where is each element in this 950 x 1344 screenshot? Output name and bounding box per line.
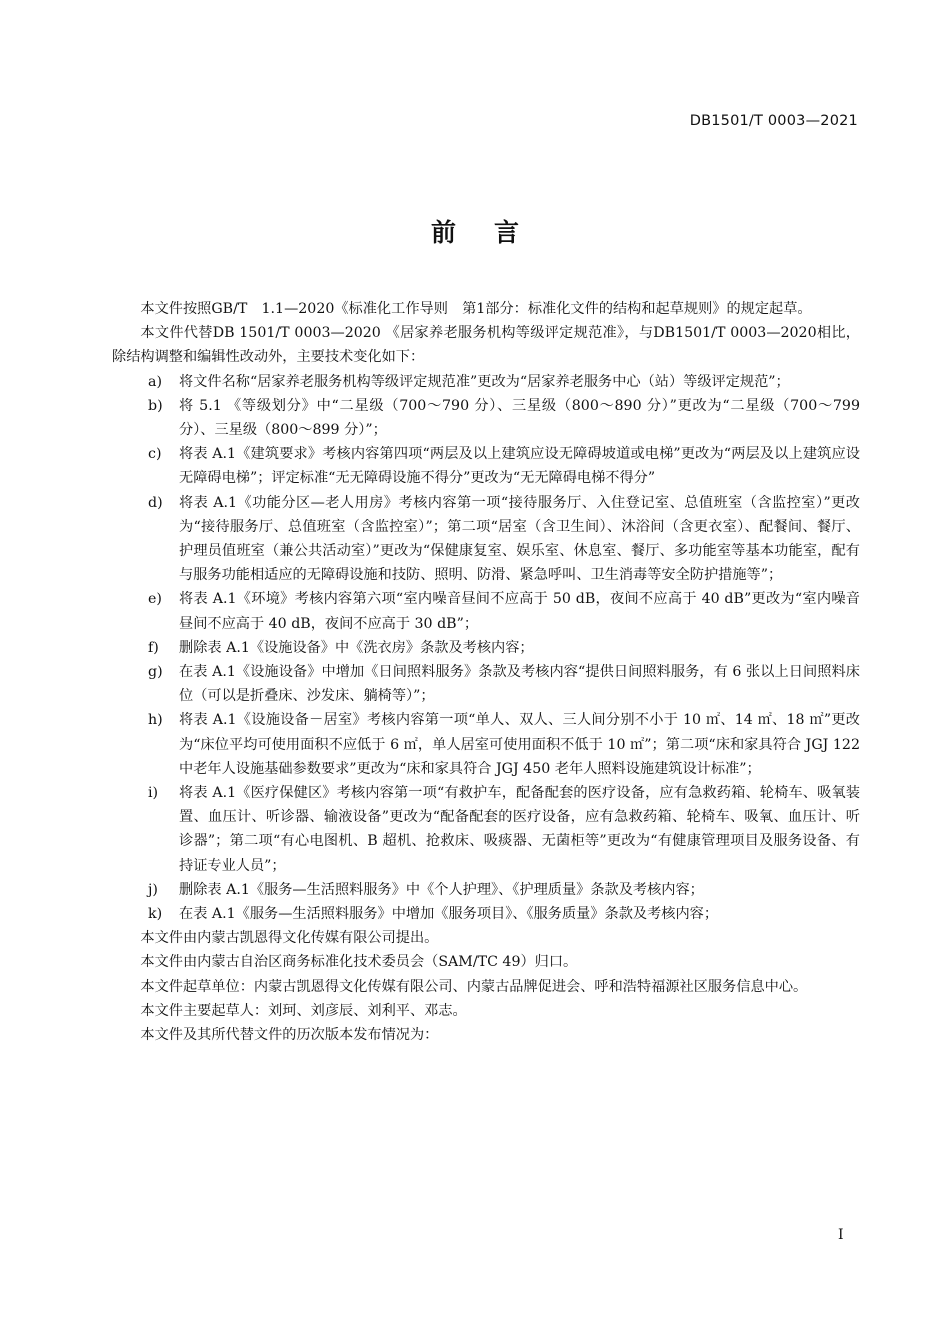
- item-text: 将表 A.1《设施设备－居室》考核内容第一项“单人、双人、三人间分别不小于 10 ㎡、14 ㎡、18 ㎡”更改为“床位平均可使用面积不应低于 6 ㎡，单人居室可使用面积不低于 10 ㎡”；第二项“床和家具符合 JGJ 122 中老年人设施基础参数要求”更改为“床和家具符合 JGJ 450 老年人照料设施建筑设计标准”；: [179, 712, 860, 777]
- change-item-d: [112, 491, 860, 588]
- item-text: 在表 A.1《服务—生活照料服务》中增加《服务项目》、《服务质量》条款及考核内容；: [179, 906, 719, 923]
- item-text: 将表 A.1《功能分区—老人用房》考核内容第一项“接待服务厅、入住登记室、总值班室（含监控室）”更改为“接待服务厅、总值班室（含监控室）”；第二项“居室（含卫生间）、沐浴间（含更衣室）、配餐间、餐厅、护理员值班室（兼公共活动室）”更改为“保健康复室、娱乐室、休息室、餐厅、多功能室等基本功能室，配有与服务功能相适应的无障碍设施和技防、照明、防滑、紧急呼叫、卫生消毒等安全防护措施等”；: [179, 494, 860, 584]
- intro-paragraph-1: 本文件按照GB/T 1.1—2020《标准化工作导则 第1部分：标准化文件的结构和起草规则》的规定起草。: [140, 301, 812, 317]
- change-item-g: [112, 660, 860, 708]
- change-item-f: [112, 636, 860, 660]
- item-label: j): [148, 881, 158, 898]
- drafting-units-paragraph: 本文件起草单位：内蒙古凯恩得文化传媒有限公司、内蒙古品牌促进会、呼和浩特福源社区服务信息中心。: [140, 978, 808, 995]
- history-paragraph: 本文件及其所代替文件的历次版本发布情况为：: [140, 1027, 439, 1044]
- item-label: a): [148, 373, 162, 390]
- item-label: f): [148, 639, 159, 656]
- item-label: i): [148, 785, 159, 802]
- item-text: 将表 A.1《建筑要求》考核内容第四项“两层及以上建筑应设无障碍坡道或电梯”更改为“两层及以上建筑应设无障碍电梯”；评定标准“无无障碍设施不得分”更改为“无无障碍电梯不得分”: [179, 446, 860, 487]
- intro-paragraph-2: 本文件代替DB 1501/T 0003—2020 《居家养老服务机构等级评定规范准》，与DB1501/T 0003—2020相比，除结构调整和编辑性改动外，主要技术变化如下：: [112, 325, 860, 366]
- item-label: d): [148, 494, 163, 511]
- change-item-a: [112, 370, 860, 394]
- change-item-j: [112, 878, 860, 902]
- item-text: 将文件名称“居家养老服务机构等级评定规范准”更改为“居家养老服务中心（站）等级评定规范”；: [179, 373, 790, 390]
- item-text: 将表 A.1《医疗保健区》考核内容第一项“有救护车，配备配套的医疗设备，应有急救药箱、轮椅车、吸氧装置、血压计、听诊器、输液设备”更改为“配备配套的医疗设备，应有急救药箱、轮椅车、吸氧、血压计、听诊器”；第二项“有心电图机、B 超机、抢救床、吸痰器、无菌柜等”更改为“有健康管理项目及服务设备、有持证专业人员”；: [179, 785, 860, 874]
- change-item-e: [112, 587, 860, 635]
- item-text: 将 5.1 《等级划分》中“二星级（700～790 分）、三星级（800～890 分）”更改为“二星级（700～799 分）、三星级（800～899 分）”；: [179, 397, 860, 439]
- change-item-i: [112, 781, 860, 878]
- drafters-paragraph: 本文件主要起草人：刘珂、刘彦辰、刘利平、邓志。: [140, 1002, 467, 1019]
- proposer-paragraph: 本文件由内蒙古凯恩得文化传媒有限公司提出。: [140, 930, 439, 947]
- change-item-b: [112, 394, 860, 442]
- item-text: 在表 A.1《设施设备》中增加《日间照料服务》条款及考核内容“提供日间照料服务，有 6 张以上日间照料床位（可以是折叠床、沙发床、躺椅等）”；: [179, 664, 860, 705]
- item-label: c): [148, 446, 162, 463]
- change-item-k: [112, 902, 860, 926]
- item-text: 将表 A.1《环境》考核内容第六项“室内噪音昼间不应高于 50 dB，夜间不应高于 40 dB”更改为“室内噪音昼间不应高于 40 dB，夜间不应高于 30 dB”；: [179, 591, 860, 632]
- page-title: 前言: [430, 218, 557, 247]
- administrator-paragraph: 本文件由内蒙古自治区商务标准化技术委员会（SAM/TC 49）归口。: [140, 954, 578, 971]
- item-text: 删除表 A.1《设施设备》中《洗衣房》条款及考核内容；: [179, 639, 534, 656]
- item-label: e): [148, 591, 162, 608]
- page-number: I: [838, 1227, 844, 1243]
- item-label: h): [148, 712, 163, 729]
- change-item-h: [112, 708, 860, 781]
- item-text: 删除表 A.1《服务—生活照料服务》中《个人护理》、《护理质量》条款及考核内容；: [179, 881, 704, 898]
- change-item-c: [112, 442, 860, 490]
- document-code: DB1501/T 0003—2021: [689, 113, 858, 129]
- document-body: [112, 297, 860, 1047]
- item-label: g): [148, 664, 163, 681]
- item-label: b): [148, 397, 163, 414]
- item-label: k): [148, 906, 163, 923]
